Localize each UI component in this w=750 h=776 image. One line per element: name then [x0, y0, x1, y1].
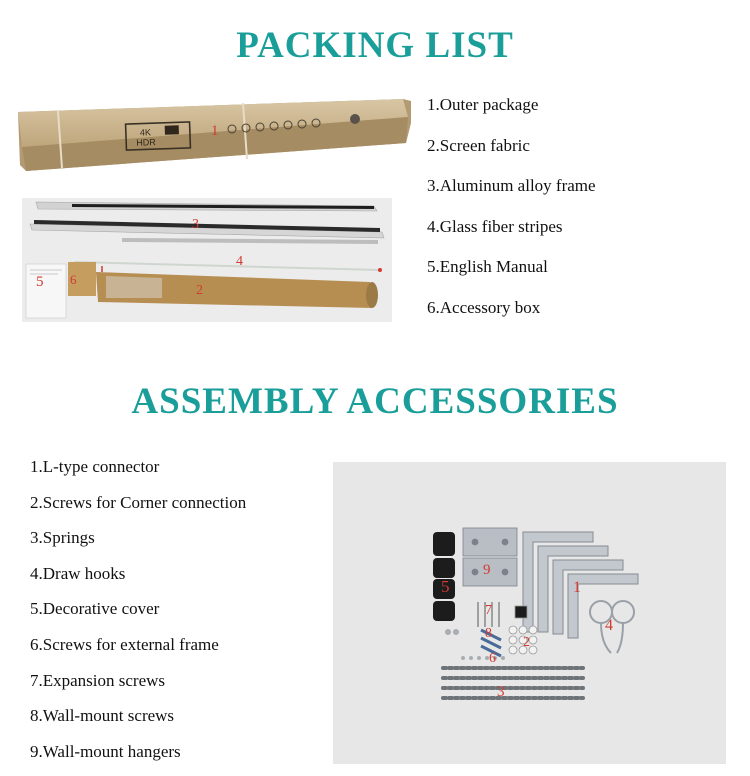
- contents-callout-5: 5: [36, 274, 44, 290]
- packing-item-accessory-box: 6.Accessory box: [427, 297, 541, 317]
- assembly-item-expansion-screws: 7.Expansion screws: [30, 670, 166, 690]
- accessory-callout-5: 5: [441, 577, 450, 596]
- packing-item-manual: 5.English Manual: [427, 257, 548, 276]
- accessory-callout-9: 9: [483, 562, 491, 578]
- assembly-item-wall-hangers: 9.Wall-mount hangers: [30, 741, 181, 761]
- packing-item-screen-fabric: 2.Screen fabric: [427, 135, 530, 155]
- accessories-photo: [333, 462, 726, 764]
- contents-callout-4: 4: [236, 254, 243, 269]
- package-callout: 1: [211, 123, 219, 139]
- packing-list-items: [427, 95, 596, 338]
- packing-list-title: PACKING LIST: [236, 25, 514, 66]
- accessory-callout-6: 6: [489, 651, 496, 666]
- assembly-accessories-title: ASSEMBLY ACCESSORIES: [131, 381, 619, 422]
- contents-callout-2: 2: [196, 283, 203, 298]
- assembly-item-l-connector: 1.L-type connector: [30, 457, 160, 476]
- assembly-item-decorative-cover: 5.Decorative cover: [30, 599, 160, 619]
- accessory-callout-8: 8: [485, 626, 492, 641]
- assembly-list-items: [30, 457, 246, 776]
- packing-item-outer-package: 1.Outer package: [427, 95, 539, 114]
- accessory-callout-1: 1: [573, 579, 581, 596]
- assembly-item-springs: 3.Springs: [30, 528, 95, 548]
- accessory-callout-2: 2: [523, 635, 530, 650]
- package-badge-bottom: HDR: [136, 137, 156, 148]
- contents-photo: [22, 198, 392, 322]
- accessory-callout-3: 3: [497, 684, 505, 700]
- packing-item-aluminum-frame: 3.Aluminum alloy frame: [427, 176, 596, 195]
- outer-package-photo: [18, 95, 411, 177]
- package-badge-top: 4K: [139, 127, 152, 138]
- contents-callout-6: 6: [70, 272, 77, 287]
- assembly-item-wall-screws: 8.Wall-mount screws: [30, 706, 175, 726]
- assembly-item-draw-hooks: 4.Draw hooks: [30, 563, 126, 583]
- assembly-item-frame-screws: 6.Screws for external frame: [30, 634, 219, 654]
- contents-callout-3: 3: [192, 217, 199, 232]
- assembly-item-corner-screws: 2.Screws for Corner connection: [30, 492, 247, 512]
- accessory-callout-4: 4: [605, 617, 613, 634]
- packing-item-glass-fiber: 4.Glass fiber stripes: [427, 216, 563, 236]
- accessory-callout-7: 7: [485, 603, 492, 618]
